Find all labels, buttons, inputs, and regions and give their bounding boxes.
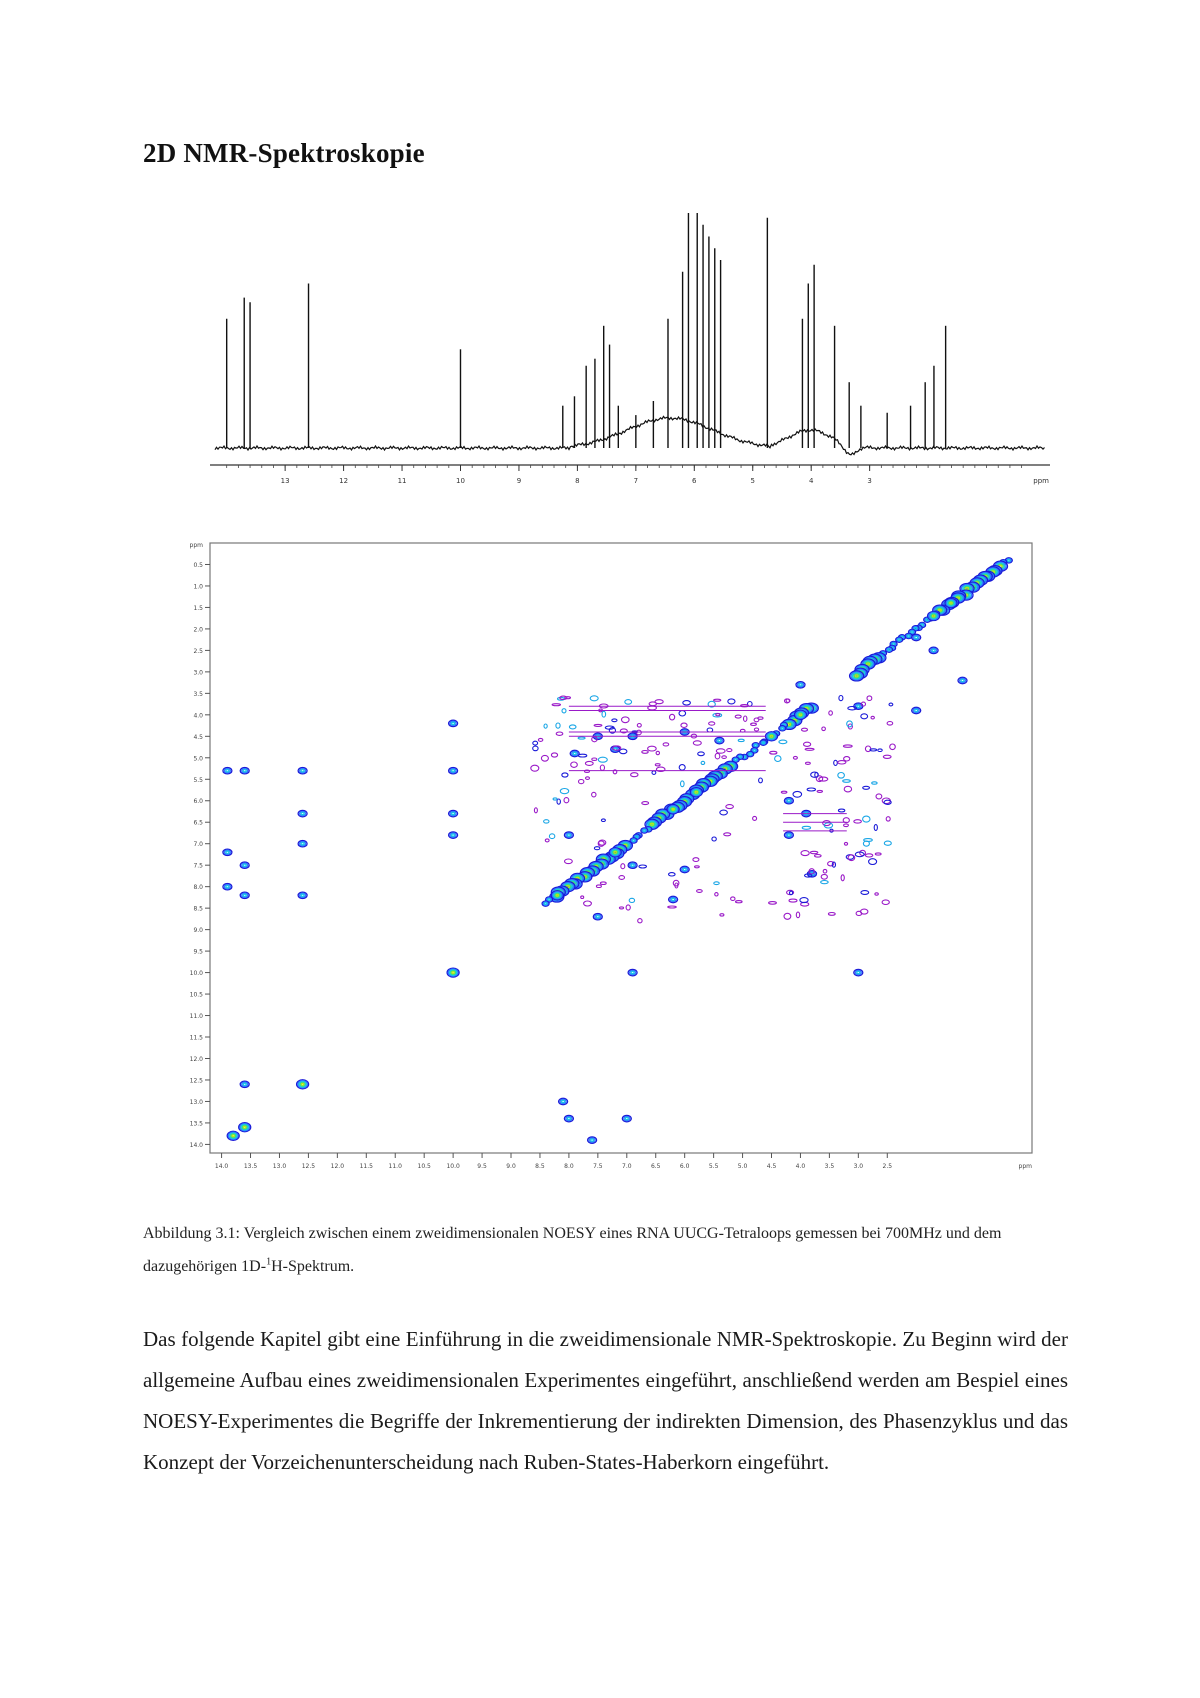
x-tick-label: 7.5 bbox=[593, 1163, 603, 1170]
y-tick-label: 1.5 bbox=[193, 604, 203, 612]
y-tick-label: 4.0 bbox=[193, 712, 203, 720]
x-tick-label: 13.0 bbox=[272, 1163, 287, 1170]
y-tick-label: 3.0 bbox=[193, 669, 203, 677]
figure-caption bbox=[143, 1217, 1068, 1283]
y-tick-label: 10.5 bbox=[189, 991, 203, 999]
y-tick-label: 7.0 bbox=[193, 841, 203, 849]
spectrum-tick-label: 7 bbox=[633, 477, 639, 485]
spectrum-tick-label: 3 bbox=[867, 477, 872, 485]
caption-text: Abbildung 3.1: Vergleich zwischen einem zweidimensionalen NOESY eines RNA UUCG-Tetraloops gemessen bei 700MHz und dem dazugehörigen 1D- bbox=[143, 1225, 1002, 1275]
spectrum-tick-label: 6 bbox=[692, 477, 697, 485]
spectrum-tick-label: 11 bbox=[397, 477, 407, 485]
y-tick-label: 11.5 bbox=[189, 1034, 203, 1042]
x-tick-label: 6.5 bbox=[650, 1163, 661, 1170]
spectrum-axis-unit: ppm bbox=[1033, 477, 1049, 485]
x-tick-label: 6.0 bbox=[679, 1163, 690, 1170]
y-tick-label: 14.0 bbox=[189, 1141, 203, 1149]
y-tick-label: 5.5 bbox=[193, 776, 203, 784]
x-tick-label: 5.0 bbox=[737, 1163, 748, 1170]
x-tick-label: 4.0 bbox=[795, 1163, 806, 1170]
x-tick-label: 2.5 bbox=[882, 1163, 893, 1170]
x-tick-label: 14.0 bbox=[214, 1163, 229, 1170]
spectrum-tick-label: 8 bbox=[575, 477, 580, 485]
x-axis-unit: ppm bbox=[1018, 1163, 1032, 1170]
caption-text-end: H-Spektrum. bbox=[271, 1258, 355, 1275]
y-tick-label: 8.0 bbox=[193, 884, 203, 892]
spectrum-tick-label: 5 bbox=[750, 477, 755, 485]
spectrum-tick-label: 10 bbox=[456, 477, 465, 485]
spectrum-baseline bbox=[215, 416, 1045, 454]
y-tick-label: 12.5 bbox=[189, 1077, 203, 1085]
section-heading: 2D NMR-Spektroskopie bbox=[143, 138, 425, 168]
y-axis-ticks bbox=[190, 542, 210, 1149]
x-tick-label: 3.0 bbox=[853, 1163, 864, 1170]
x-tick-label: 5.5 bbox=[708, 1163, 719, 1170]
x-tick-label: 4.5 bbox=[766, 1163, 777, 1170]
spectrum-tick-label: 12 bbox=[339, 477, 349, 485]
y-tick-label: 11.0 bbox=[189, 1013, 203, 1021]
x-tick-label: 12.0 bbox=[330, 1163, 345, 1170]
y-tick-label: 8.5 bbox=[193, 905, 203, 913]
y-tick-label: 10.0 bbox=[189, 970, 203, 978]
x-tick-label: 10.5 bbox=[417, 1163, 431, 1170]
x-tick-label: 8.5 bbox=[535, 1163, 545, 1170]
noesy-2d-spectrum bbox=[180, 535, 1042, 1195]
y-tick-label: 0.5 bbox=[193, 561, 203, 569]
body-paragraph: Das folgende Kapitel gibt eine Einführung in die zweidimensionale NMR-Spektroskopie. Zu Beginn wird der allgemeine Aufbau eines zweidimensionalen Experimentes eingeführt, anschließend werden am Bespiel eines NOESY-Experimentes die Begriffe der Inkrementierung der indirekten Dimension, des Phasenzyklus und das Konzept der Vorzeichenunterscheidung nach Ruben-States-Haberkorn eingeführt. bbox=[143, 1327, 1068, 1474]
caption-superscript: 1 bbox=[266, 1256, 272, 1268]
y-tick-label: 13.5 bbox=[189, 1120, 203, 1128]
y-tick-label: 9.5 bbox=[193, 948, 203, 956]
x-tick-label: 3.5 bbox=[824, 1163, 835, 1170]
spectrum-tick-label: 4 bbox=[808, 477, 814, 485]
y-tick-label: 4.5 bbox=[193, 733, 203, 741]
y-tick-label: 6.0 bbox=[193, 798, 203, 806]
x-tick-label: 7.0 bbox=[622, 1163, 632, 1170]
x-tick-label: 9.0 bbox=[506, 1163, 516, 1170]
y-tick-label: 1.0 bbox=[193, 583, 203, 591]
spectrum-tick-label: 13 bbox=[280, 477, 290, 485]
y-tick-label: 2.5 bbox=[193, 647, 203, 655]
x-tick-label: 13.5 bbox=[243, 1163, 258, 1170]
y-tick-label: 12.0 bbox=[189, 1055, 203, 1063]
x-tick-label: 11.5 bbox=[359, 1163, 373, 1170]
y-tick-label: 5.0 bbox=[193, 755, 203, 763]
y-tick-label: 2.0 bbox=[193, 626, 203, 634]
spectrum-tick-label: 9 bbox=[516, 477, 522, 485]
x-tick-label: 11.0 bbox=[388, 1163, 402, 1170]
y-tick-label: 13.0 bbox=[189, 1098, 203, 1106]
x-tick-label: 9.5 bbox=[477, 1163, 487, 1170]
y-tick-label: 3.5 bbox=[193, 690, 203, 698]
y-tick-label: 9.0 bbox=[193, 927, 203, 935]
y-axis-unit: ppm bbox=[189, 542, 203, 549]
y-tick-label: 6.5 bbox=[193, 819, 203, 827]
x-tick-label: 12.5 bbox=[301, 1163, 316, 1170]
x-axis-ticks bbox=[215, 1153, 1032, 1170]
x-tick-label: 10.0 bbox=[446, 1163, 460, 1170]
x-tick-label: 8.0 bbox=[564, 1163, 574, 1170]
y-tick-label: 7.5 bbox=[193, 862, 203, 870]
spectrum-trace bbox=[215, 213, 1045, 455]
1d-h-spectrum bbox=[210, 200, 1058, 505]
spectrum-x-axis bbox=[210, 465, 1050, 485]
